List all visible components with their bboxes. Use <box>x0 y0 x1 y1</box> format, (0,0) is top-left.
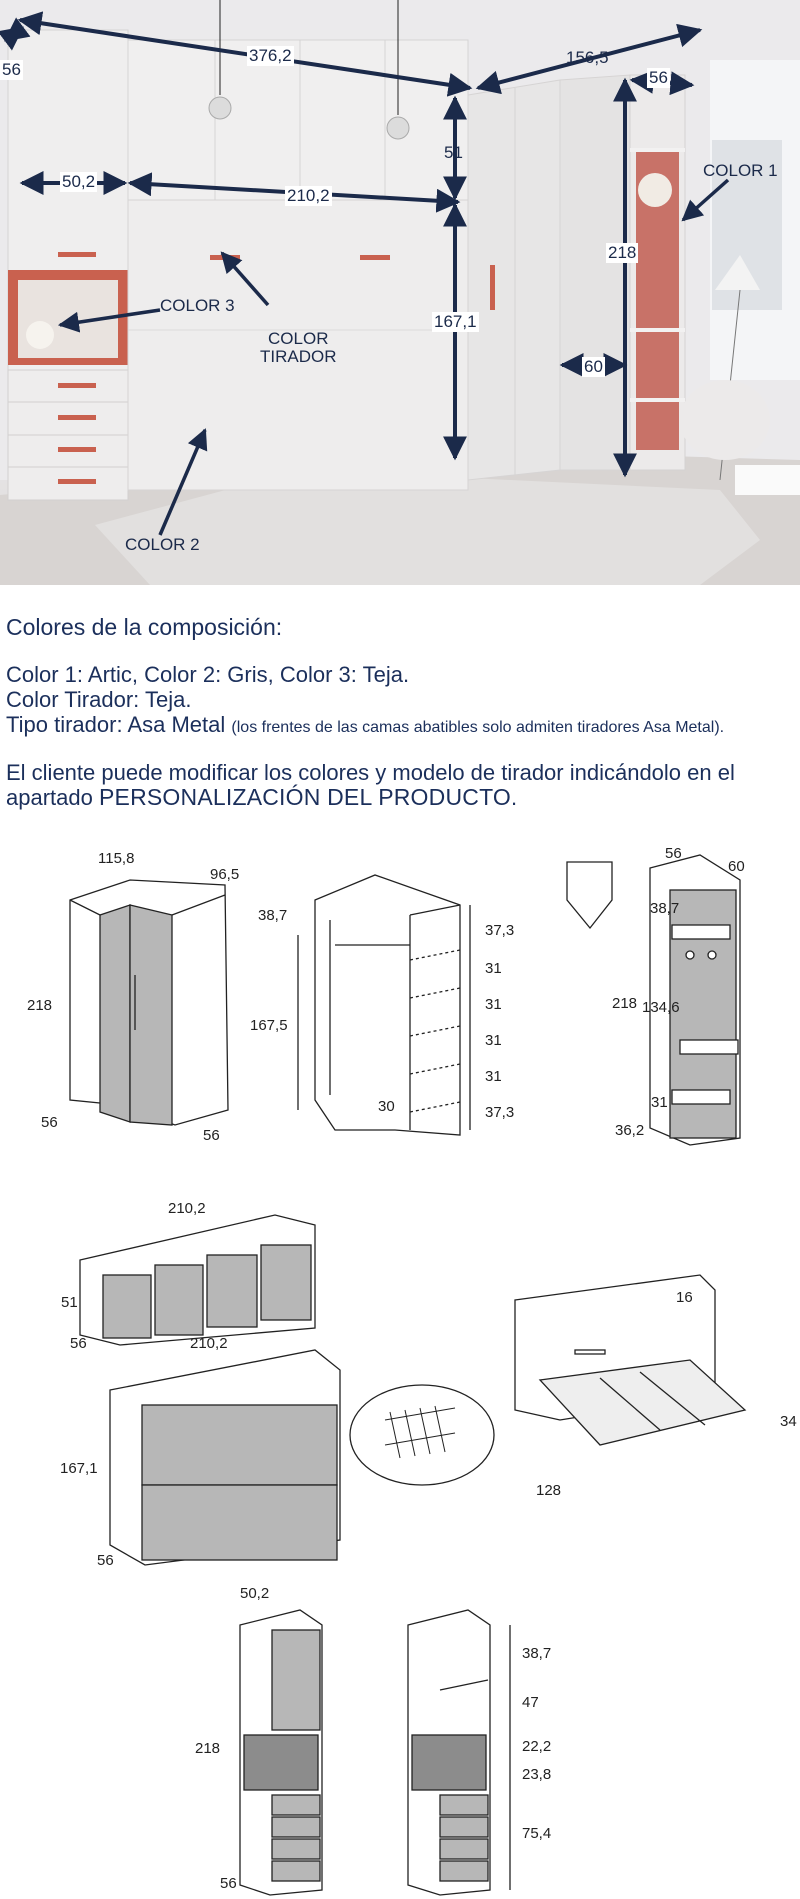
customization-text: El cliente puede modificar los colores y modelo de tirador indicándolo en el apartado <box>6 760 735 810</box>
dim-shelf-1: 37,3 <box>485 922 515 939</box>
label-color-3: COLOR 3 <box>160 296 235 315</box>
dim-shelf-4: 31 <box>485 1032 502 1049</box>
room-illustration <box>0 0 800 585</box>
dim-bed-open-depth: 128 <box>536 1482 562 1499</box>
dim-interior-bottom: 30 <box>378 1098 395 1115</box>
dim-depth-left: 56 <box>2 60 21 79</box>
dim-shelf-6: 37,3 <box>485 1104 515 1121</box>
dim-column-60: 60 <box>584 357 603 376</box>
dim-bed-shelf: 16 <box>676 1289 693 1306</box>
dim-narrow-width: 56 <box>665 845 682 862</box>
label-color-1: COLOR 1 <box>703 161 778 180</box>
dim-bed-height: 167,1 <box>434 312 477 331</box>
label-color-2: COLOR 2 <box>125 535 200 554</box>
dim-total-width: 376,2 <box>249 46 292 65</box>
dim-bed-depth: 56 <box>97 1552 114 1569</box>
dim-corner-side-a: 56 <box>41 1114 58 1131</box>
dim-column-depth: 56 <box>220 1875 237 1892</box>
dim-top-cabinet-width: 210,2 <box>168 1200 206 1217</box>
dim-bed-width: 210,2 <box>190 1335 228 1352</box>
dim-interior-top: 38,7 <box>258 907 288 924</box>
dim-narrow-base: 36,2 <box>615 1122 645 1139</box>
handle-type-note: (los frentes de las camas abatibles solo admiten tiradores Asa Metal). <box>231 719 725 736</box>
dim-col-int-1: 38,7 <box>522 1645 552 1662</box>
dim-shelf-2: 31 <box>485 960 502 977</box>
composition-colors <box>6 662 724 740</box>
dim-bed-open-height: 34 <box>780 1413 797 1430</box>
handle-type-line <box>6 712 724 740</box>
dim-total-height: 218 <box>608 243 637 262</box>
dim-corner-height: 218 <box>27 997 53 1014</box>
dim-corner-width: 156,5 <box>566 48 609 67</box>
dim-top-cabinet-height: 51 <box>444 143 463 162</box>
dim-corner-width: 115,8 <box>98 850 135 867</box>
dim-col-int-5: 75,4 <box>522 1825 552 1842</box>
dim-top-cabinet-height: 51 <box>61 1294 78 1311</box>
dim-narrow-top: 38,7 <box>650 900 680 917</box>
customization-paragraph <box>6 760 786 810</box>
label-color-tirador: COLOR TIRADOR <box>260 329 337 366</box>
dim-bed-height: 167,1 <box>60 1460 98 1477</box>
dim-top-cabinet-depth: 56 <box>70 1335 87 1352</box>
dim-bed-width: 210,2 <box>287 186 330 205</box>
dim-narrow-mid: 134,6 <box>642 999 680 1016</box>
dim-col-int-3: 22,2 <box>522 1738 552 1755</box>
technical-drawings <box>0 840 800 1899</box>
dim-column-width: 50,2 <box>240 1585 270 1602</box>
dim-column-height: 218 <box>195 1740 221 1757</box>
dim-narrow-height: 218 <box>612 995 638 1012</box>
dim-shelf-5: 31 <box>485 1068 502 1085</box>
dim-shelf-3: 31 <box>485 996 502 1013</box>
handle-type-text: Tipo tirador: Asa Metal <box>6 712 226 737</box>
customization-end: . <box>511 785 518 810</box>
composition-title: Colores de la composición: <box>6 614 283 640</box>
dim-column-depth: 56 <box>649 68 668 87</box>
customization-link-text: PERSONALIZACIÓN DEL PRODUCTO <box>98 784 511 810</box>
dim-col-int-2: 47 <box>522 1694 539 1711</box>
room-photo <box>0 0 800 585</box>
colors-line: Color 1: Artic, Color 2: Gris, Color 3: Teja. <box>6 662 410 687</box>
dim-corner-depth: 96,5 <box>210 866 240 883</box>
dim-col-int-4: 23,8 <box>522 1766 552 1783</box>
dim-left-column-width: 50,2 <box>62 172 96 191</box>
dim-narrow-depth: 60 <box>728 858 745 875</box>
dim-interior-mid: 167,5 <box>250 1017 288 1034</box>
handle-color-line: Color Tirador: Teja. <box>6 687 192 712</box>
dim-corner-side-b: 56 <box>203 1127 220 1144</box>
dim-narrow-low: 31 <box>651 1094 668 1111</box>
